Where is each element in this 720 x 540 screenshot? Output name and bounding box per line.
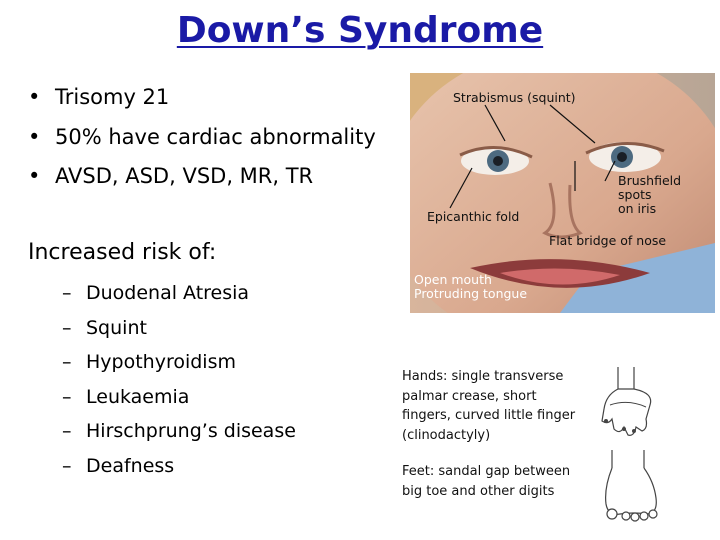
dash-icon: – <box>62 454 72 477</box>
list-item: • 50% have cardiac abnormality <box>28 118 376 158</box>
face-photo <box>410 73 715 313</box>
list-item: – Hirschprung’s disease <box>62 414 296 449</box>
key-facts-list <box>28 78 376 197</box>
risk-list <box>62 276 296 484</box>
feet-description: Feet: sandal gap between big toe and other digits <box>402 464 571 499</box>
brushfield-label: Brushfield spots on iris <box>618 173 682 216</box>
flat-bridge-label: Flat bridge of nose <box>549 233 667 248</box>
dash-icon: – <box>62 385 72 408</box>
dash-icon: – <box>62 282 72 304</box>
slide-title: Down’s Syndrome <box>176 10 544 51</box>
list-item: – Duodenal Atresia <box>62 276 296 311</box>
dash-icon: – <box>62 420 72 443</box>
bullet-icon: • <box>28 124 41 149</box>
open-mouth-label: Open mouth Protruding tongue <box>414 272 528 301</box>
epicanthic-label: Epicanthic fold <box>427 209 520 224</box>
hands-description: Hands: single transverse palmar crease, short fingers, curved little finger (clinodactyly) <box>402 369 576 443</box>
list-item: – Deafness <box>62 449 296 484</box>
list-item: – Hypothyroidism <box>62 345 296 380</box>
foot-icon <box>598 448 664 524</box>
bullet-icon: • <box>28 85 41 109</box>
risk-heading: Increased risk of: <box>28 240 217 265</box>
list-item: – Leukaemia <box>62 380 296 415</box>
bullet-icon: • <box>28 164 41 188</box>
dash-icon: – <box>62 316 72 339</box>
hand-icon <box>598 365 660 447</box>
list-item: • AVSD, ASD, VSD, MR, TR <box>28 157 376 197</box>
dash-icon: – <box>62 351 72 374</box>
list-item: – Squint <box>62 311 296 346</box>
strabismus-label: Strabismus (squint) <box>453 90 576 105</box>
list-item: • Trisomy 21 <box>28 78 376 118</box>
